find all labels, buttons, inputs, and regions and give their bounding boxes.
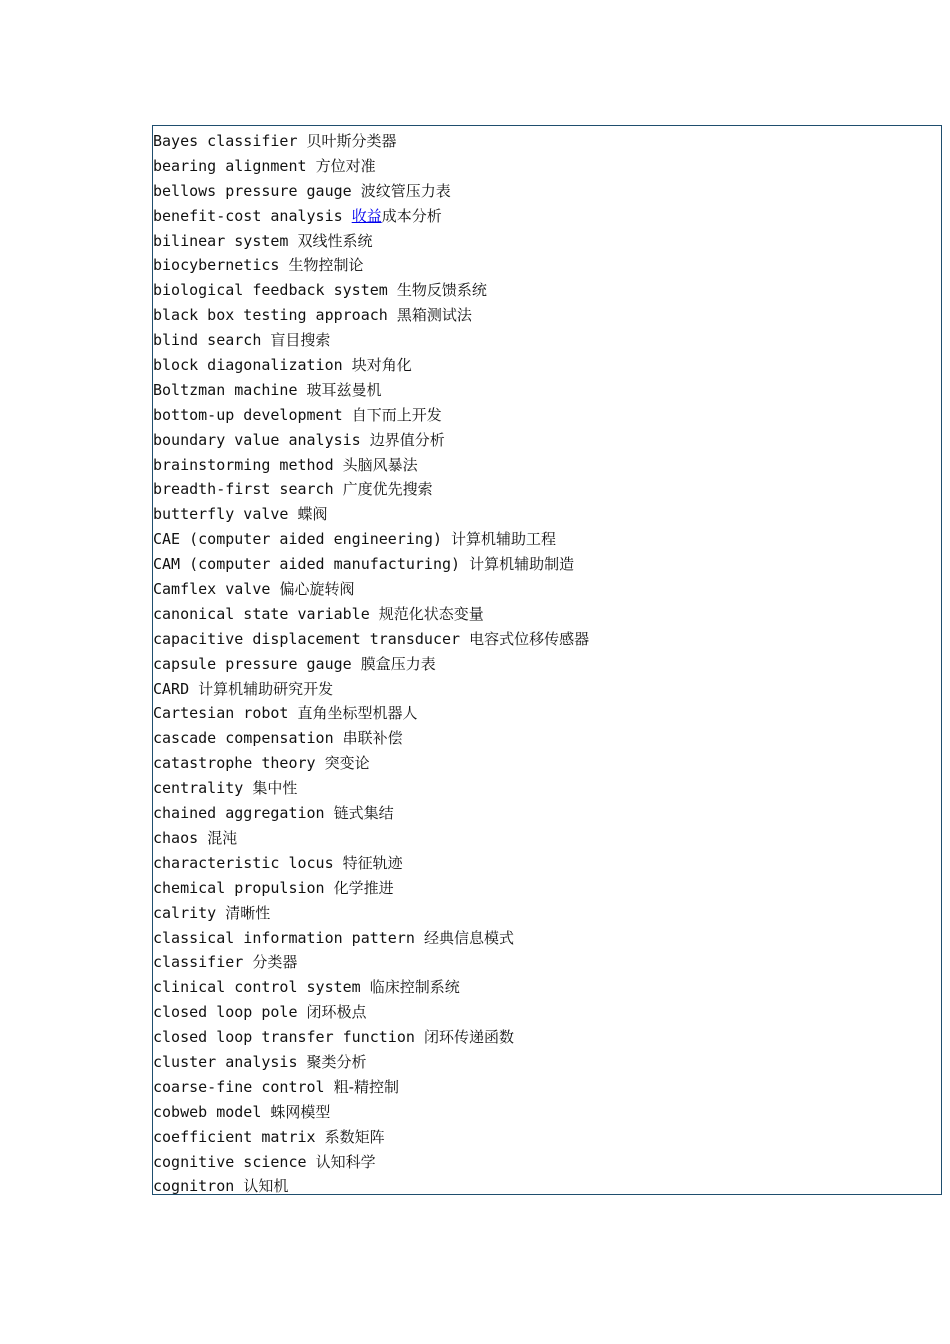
glossary-entry xyxy=(153,353,941,378)
chinese-translation: 广度优先搜索 xyxy=(342,480,433,499)
glossary-entry xyxy=(153,701,941,726)
glossary-entry xyxy=(153,1125,941,1150)
chinese-translation: 玻耳兹曼机 xyxy=(306,380,382,399)
glossary-entry xyxy=(153,278,941,303)
glossary-entry xyxy=(153,826,941,851)
glossary-entry xyxy=(153,179,941,204)
english-term: classifier xyxy=(153,953,253,972)
glossary-entry xyxy=(153,502,941,527)
chinese-translation: 边界值分析 xyxy=(369,430,445,449)
chinese-translation: 聚类分析 xyxy=(306,1052,367,1071)
chinese-translation: 生物控制论 xyxy=(288,256,364,275)
glossary-entry xyxy=(153,1025,941,1050)
chinese-translation: 特征轨迹 xyxy=(342,853,403,872)
chinese-translation: 闭环传递函数 xyxy=(423,1028,514,1047)
chinese-translation: 化学推进 xyxy=(333,878,394,897)
term-hyperlink[interactable]: 收益 xyxy=(351,206,382,225)
glossary-entry xyxy=(153,876,941,901)
chinese-translation: 直角坐标型机器人 xyxy=(297,704,418,723)
glossary-entry xyxy=(153,303,941,328)
english-term: clinical control system xyxy=(153,978,370,997)
glossary-entry xyxy=(153,1174,941,1199)
glossary-entry xyxy=(153,926,941,951)
glossary-entry xyxy=(153,975,941,1000)
chinese-translation: 认知机 xyxy=(243,1177,289,1196)
chinese-translation: 计算机辅助研究开发 xyxy=(198,679,334,698)
english-term: bellows pressure gauge xyxy=(153,181,361,200)
english-term: boundary value analysis xyxy=(153,430,370,449)
chinese-translation: 粗-精控制 xyxy=(333,1077,400,1096)
chinese-translation: 电容式位移传感器 xyxy=(469,629,590,648)
english-term: Camflex valve xyxy=(153,580,280,599)
chinese-translation: 头脑风暴法 xyxy=(342,455,418,474)
chinese-translation: 规范化状态变量 xyxy=(378,604,484,623)
glossary-entry xyxy=(153,851,941,876)
english-term: cognitive science xyxy=(153,1152,316,1171)
english-term: closed loop transfer function xyxy=(153,1028,424,1047)
english-term: coarse-fine control xyxy=(153,1077,334,1096)
english-term: centrality xyxy=(153,779,253,798)
chinese-translation: 计算机辅助制造 xyxy=(469,555,575,574)
chinese-translation: 生物反馈系统 xyxy=(396,281,487,300)
english-term: Cartesian robot xyxy=(153,704,298,723)
chinese-translation: 盲目搜索 xyxy=(270,331,331,350)
chinese-translation: 清晰性 xyxy=(225,903,271,922)
english-term: capsule pressure gauge xyxy=(153,654,361,673)
glossary-entry xyxy=(153,901,941,926)
english-term: canonical state variable xyxy=(153,604,379,623)
glossary-entry xyxy=(153,751,941,776)
glossary-entry xyxy=(153,552,941,577)
chinese-translation: 波纹管压力表 xyxy=(360,181,451,200)
glossary-entry xyxy=(153,1100,941,1125)
english-term: blind search xyxy=(153,331,271,350)
english-term: biological feedback system xyxy=(153,281,397,300)
chinese-translation: 突变论 xyxy=(324,754,370,773)
glossary-entry xyxy=(153,428,941,453)
glossary-entry xyxy=(153,1000,941,1025)
glossary-entry xyxy=(153,776,941,801)
english-term: catastrophe theory xyxy=(153,754,325,773)
glossary-entry xyxy=(153,403,941,428)
english-term: capacitive displacement transducer xyxy=(153,629,470,648)
english-term: bottom-up development xyxy=(153,405,352,424)
english-term: chemical propulsion xyxy=(153,878,334,897)
glossary-entry xyxy=(153,378,941,403)
glossary-entry xyxy=(153,1050,941,1075)
chinese-translation: 自下而上开发 xyxy=(351,405,442,424)
glossary-entry xyxy=(153,602,941,627)
chinese-translation: 蛛网模型 xyxy=(270,1102,331,1121)
english-term: cluster analysis xyxy=(153,1052,307,1071)
chinese-translation: 链式集结 xyxy=(333,804,394,823)
chinese-translation: 系数矩阵 xyxy=(324,1127,385,1146)
glossary-entry xyxy=(153,1075,941,1100)
english-term: calrity xyxy=(153,903,226,922)
english-term: classical information pattern xyxy=(153,928,424,947)
english-term: butterfly valve xyxy=(153,505,298,524)
glossary-entry xyxy=(153,726,941,751)
english-term: black box testing approach xyxy=(153,306,397,325)
glossary-entry xyxy=(153,477,941,502)
glossary-entry xyxy=(153,328,941,353)
english-term: benefit-cost analysis xyxy=(153,206,352,225)
english-term: CARD xyxy=(153,679,199,698)
english-term: CAM (computer aided manufacturing) xyxy=(153,555,470,574)
chinese-translation: 分类器 xyxy=(252,953,298,972)
glossary-entry xyxy=(153,453,941,478)
english-term: Boltzman machine xyxy=(153,380,307,399)
glossary-entry xyxy=(153,950,941,975)
chinese-translation: 黑箱测试法 xyxy=(396,306,472,325)
glossary-entry xyxy=(153,527,941,552)
english-term: bearing alignment xyxy=(153,156,316,175)
english-term: characteristic locus xyxy=(153,853,343,872)
glossary-entry xyxy=(153,677,941,702)
chinese-translation: 认知科学 xyxy=(315,1152,376,1171)
english-term: chained aggregation xyxy=(153,804,334,823)
chinese-translation: 双线性系统 xyxy=(297,231,373,250)
english-term: cascade compensation xyxy=(153,729,343,748)
chinese-translation: 偏心旋转阀 xyxy=(279,580,355,599)
chinese-translation: 经典信息模式 xyxy=(423,928,514,947)
glossary-entry xyxy=(153,229,941,254)
english-term: cognitron xyxy=(153,1177,244,1196)
glossary-entry xyxy=(153,801,941,826)
chinese-translation: 贝叶斯分类器 xyxy=(306,132,397,150)
glossary-entry xyxy=(153,204,941,229)
chinese-translation: 串联补偿 xyxy=(342,729,403,748)
english-term: breadth-first search xyxy=(153,480,343,499)
english-term: brainstorming method xyxy=(153,455,343,474)
chinese-translation: 混沌 xyxy=(207,828,238,847)
english-term: block diagonalization xyxy=(153,356,352,375)
glossary-entry xyxy=(153,253,941,278)
chinese-translation: 成本分析 xyxy=(381,206,442,225)
chinese-translation: 闭环极点 xyxy=(306,1003,367,1022)
glossary-entry xyxy=(153,1150,941,1175)
chinese-translation: 计算机辅助工程 xyxy=(451,530,557,549)
glossary-entry xyxy=(153,577,941,602)
glossary-entry xyxy=(153,627,941,652)
glossary-frame xyxy=(152,125,942,1195)
english-term: Bayes classifier xyxy=(153,132,307,150)
english-term: closed loop pole xyxy=(153,1003,307,1022)
chinese-translation: 块对角化 xyxy=(351,356,412,375)
english-term: coefficient matrix xyxy=(153,1127,325,1146)
glossary-entry xyxy=(153,652,941,677)
glossary-entry xyxy=(153,154,941,179)
glossary-term-list xyxy=(153,126,941,1199)
english-term: CAE (computer aided engineering) xyxy=(153,530,452,549)
english-term: bilinear system xyxy=(153,231,298,250)
glossary-entry xyxy=(153,129,941,154)
chinese-translation: 集中性 xyxy=(252,779,298,798)
chinese-translation: 方位对准 xyxy=(315,156,376,175)
chinese-translation: 蝶阀 xyxy=(297,505,328,524)
english-term: biocybernetics xyxy=(153,256,289,275)
english-term: cobweb model xyxy=(153,1102,271,1121)
chinese-translation: 临床控制系统 xyxy=(369,978,460,997)
chinese-translation: 膜盒压力表 xyxy=(360,654,436,673)
english-term: chaos xyxy=(153,828,208,847)
